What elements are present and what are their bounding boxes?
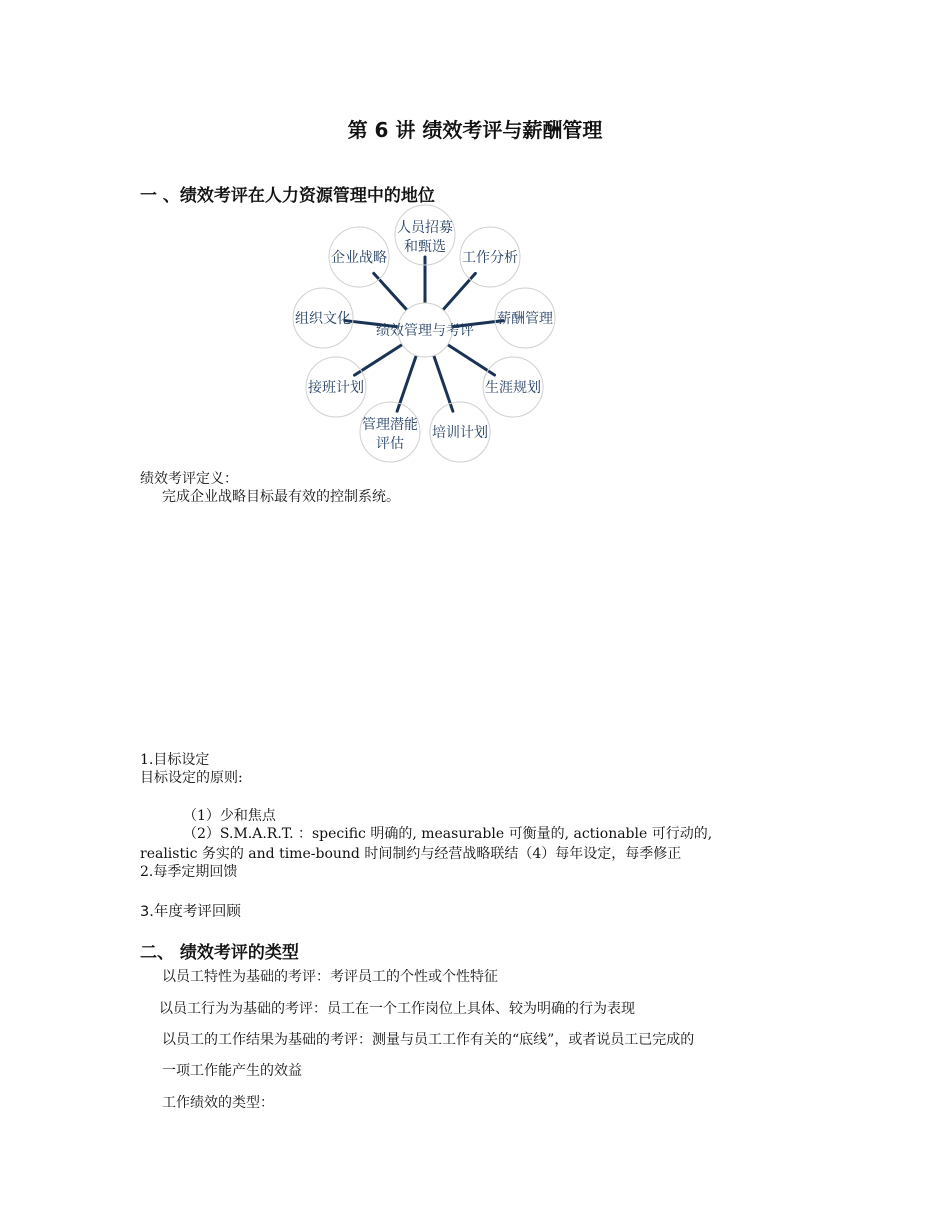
diagram-node-label: 评估 bbox=[376, 436, 404, 452]
diagram-node-label: 薪酬管理 bbox=[497, 311, 553, 327]
diagram-node-label: 接班计划 bbox=[308, 380, 364, 396]
diagram-node-label: 工作分析 bbox=[462, 250, 518, 266]
work-performance-types: 工作绩效的类型： bbox=[162, 1095, 274, 1111]
diagram-node-label: 和甄选 bbox=[404, 239, 446, 255]
principle-2-line2: realistic 务实的 and time-bound 时间制约与经营战略联结（4）每年设定，每季修正 bbox=[140, 846, 682, 862]
definition-label: 绩效考评定义： bbox=[140, 471, 238, 487]
goal-principles-label: 目标设定的原则: bbox=[140, 770, 243, 786]
diagram-node-label: 培训计划 bbox=[432, 425, 488, 441]
page-title: 第 6 讲 绩效考评与薪酬管理 bbox=[347, 118, 603, 142]
type-2: 以员工行为为基础的考评：员工在一个工作岗位上具体、较为明确的行为表现 bbox=[159, 1001, 635, 1017]
diagram-spoke bbox=[355, 342, 406, 375]
section-heading-1: 一 、绩效考评在人力资源管理中的地位 bbox=[140, 186, 435, 206]
definition-text: 完成企业战略目标最有效的控制系统。 bbox=[162, 489, 400, 505]
principle-2-line1: （2）S.M.A.R.T. ：specific 明确的, measurable 可衡量的, actionable 可行动的, bbox=[183, 826, 713, 842]
principle-1: （1）少和焦点 bbox=[183, 808, 276, 824]
diagram-node-label: 管理潜能 bbox=[362, 417, 418, 433]
section-heading-2: 二、 绩效考评的类型 bbox=[140, 943, 299, 963]
diagram-spoke bbox=[432, 352, 452, 411]
diagram-node-label: 生涯规划 bbox=[485, 380, 541, 396]
diagram-node-label: 人员招募 bbox=[397, 220, 453, 236]
quarterly-review: 2.每季定期回馈 bbox=[140, 864, 238, 880]
diagram-spoke bbox=[444, 343, 494, 376]
diagram-node-label: 企业战略 bbox=[331, 250, 387, 266]
type-3-line2: 一项工作能产生的效益 bbox=[162, 1063, 302, 1079]
diagram-spoke bbox=[397, 352, 417, 411]
annual-review: 3.年度考评回顾 bbox=[140, 904, 241, 920]
diagram-center-label: 绩效管理与考评 bbox=[376, 323, 474, 339]
type-3-line1: 以员工的工作结果为基础的考评：测量与员工工作有关的“底线”，或者说员工已完成的 bbox=[162, 1032, 695, 1048]
type-1: 以员工特性为基础的考评：考评员工的个性或个性特征 bbox=[162, 969, 498, 985]
diagram-node-label: 组织文化 bbox=[295, 311, 351, 327]
goal-setting-heading: 1.目标设定 bbox=[140, 752, 210, 768]
hrm-position-diagram bbox=[280, 200, 580, 470]
